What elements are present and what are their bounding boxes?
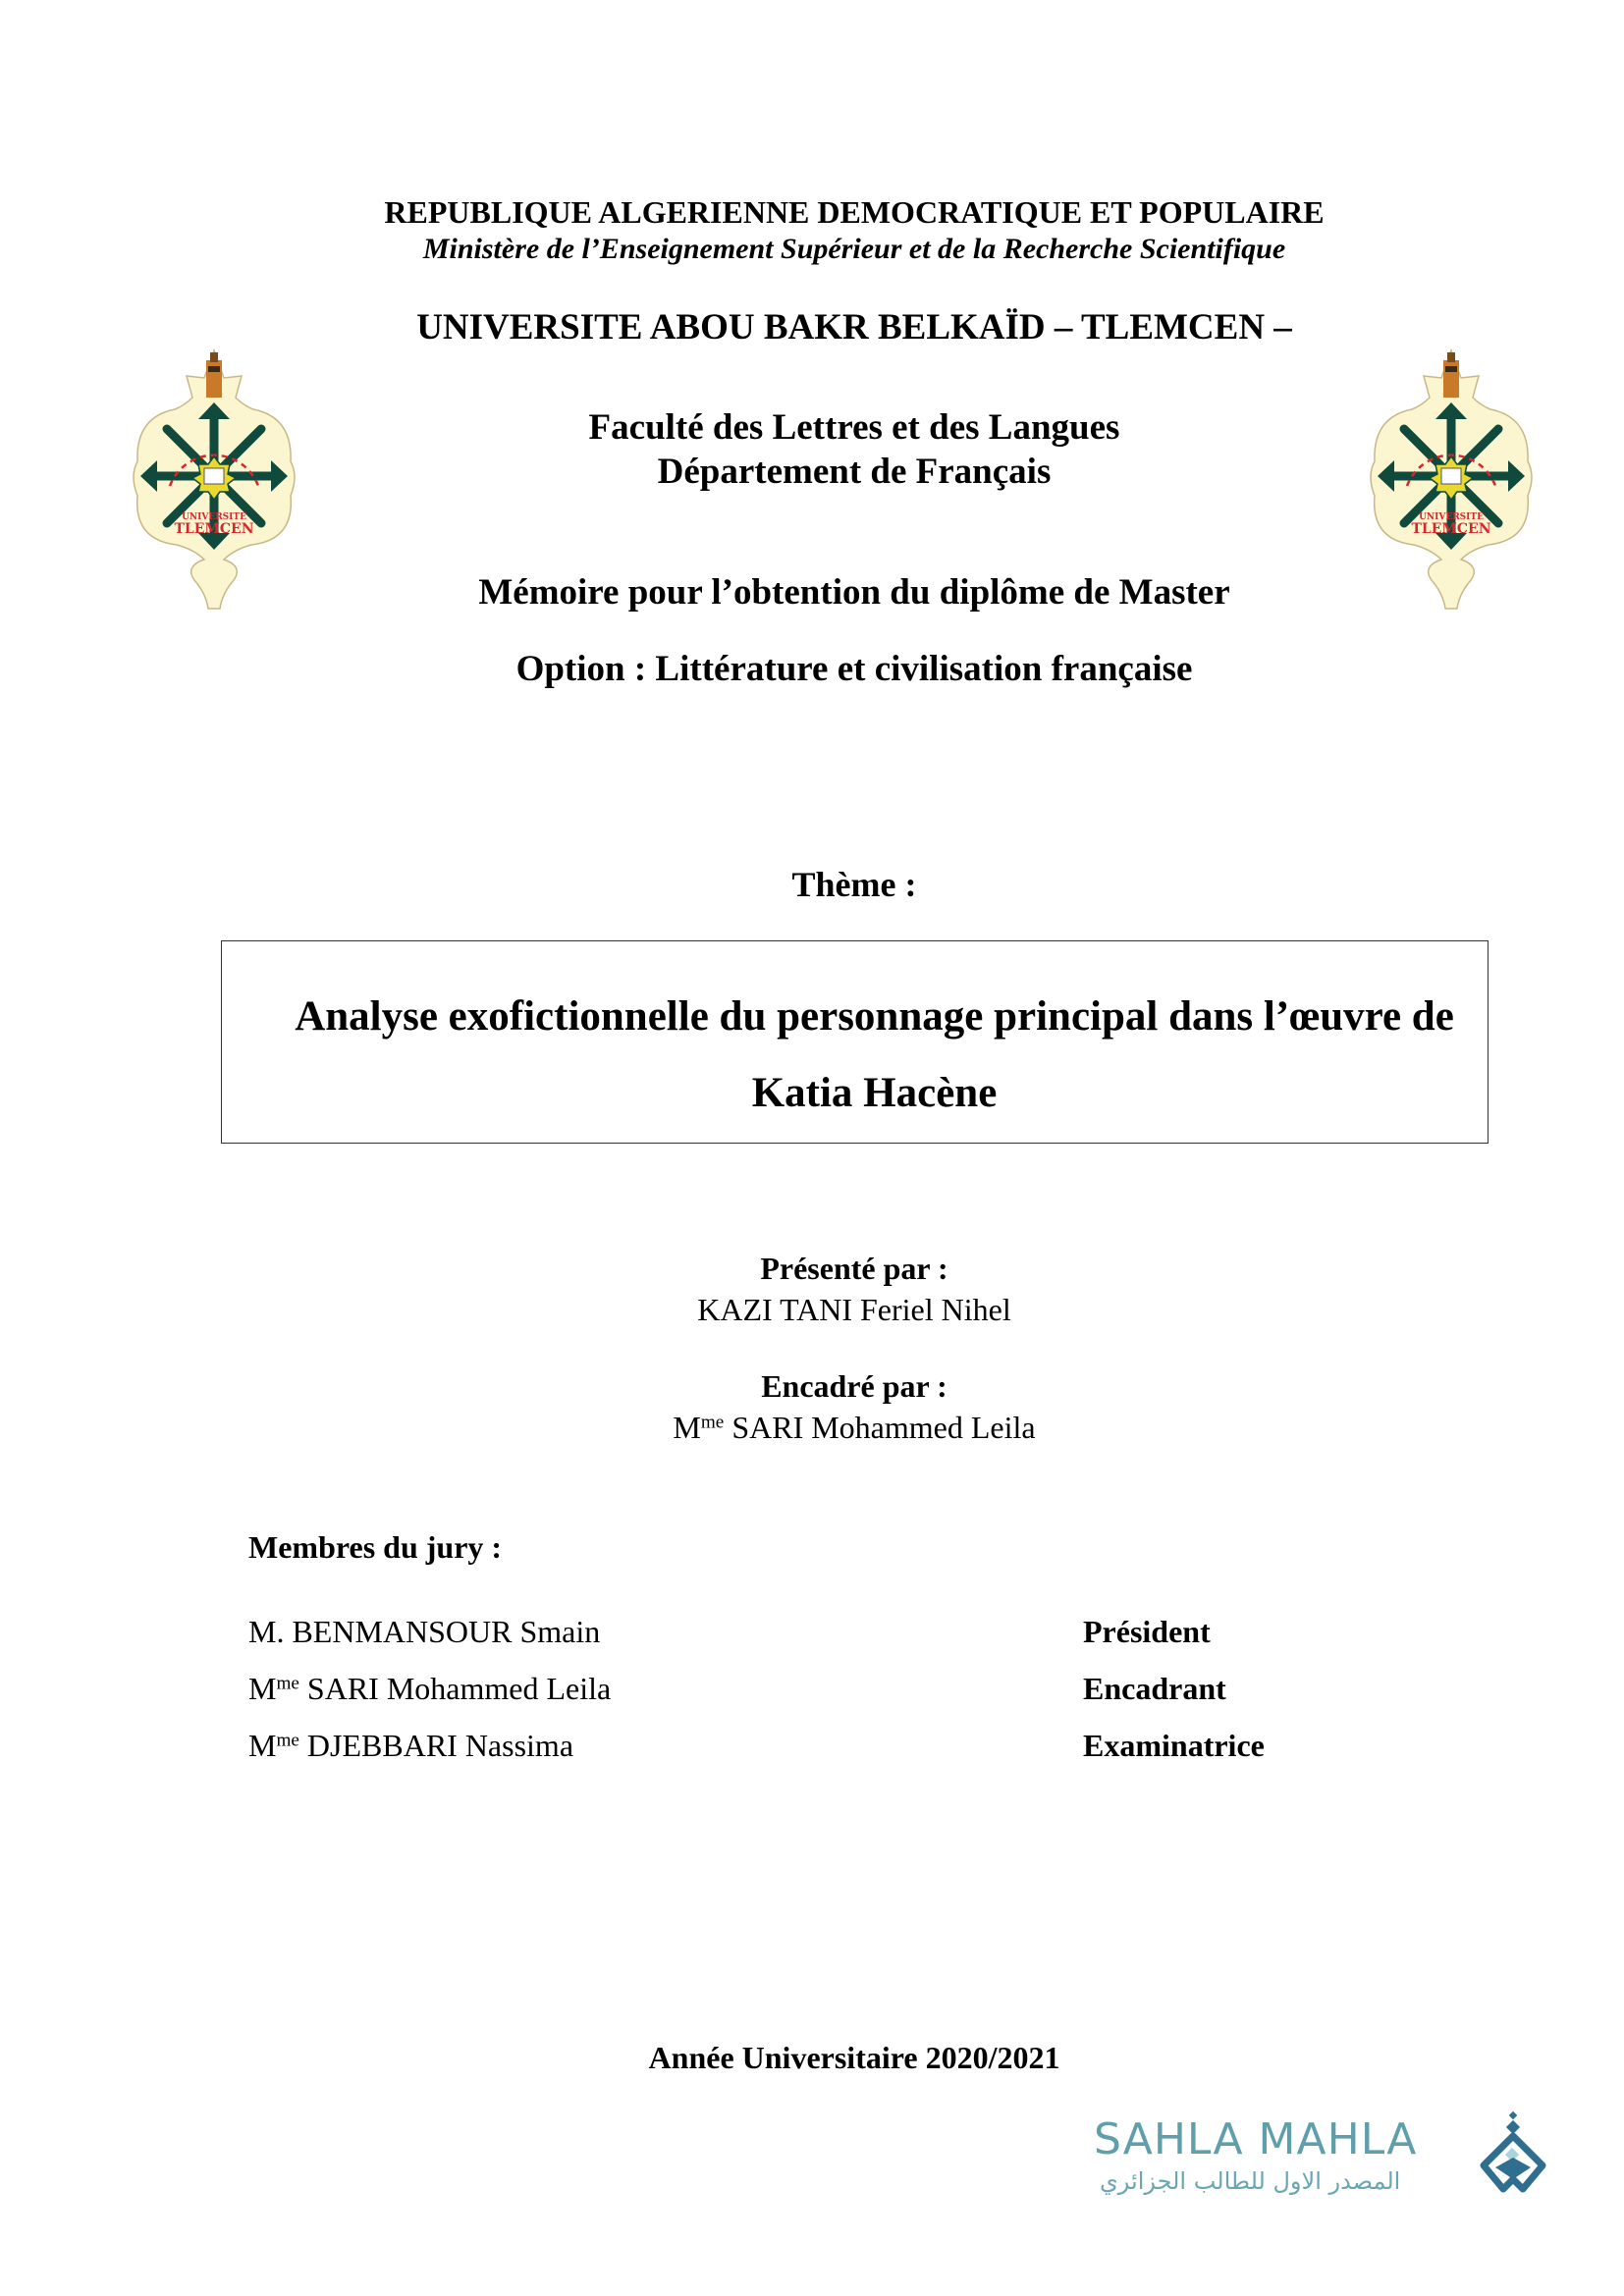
theme-label: Thème : xyxy=(791,865,917,904)
jury-member-role: Examinatrice xyxy=(1083,1728,1265,1763)
faculty-name: Faculté des Lettres et des Langues xyxy=(588,407,1120,448)
svg-text:UNIVERSITE: UNIVERSITE xyxy=(1419,512,1484,522)
jury-member-fullname: SARI Mohammed Leila xyxy=(298,1671,612,1706)
supervisor-title: M xyxy=(673,1410,701,1445)
student-name: KAZI TANI Feriel Nihel xyxy=(697,1292,1011,1327)
jury-member-row xyxy=(248,1614,1328,1653)
memoire-heading: Mémoire pour l’obtention du diplôme de Master xyxy=(478,572,1230,613)
supervisor-fullname: SARI Mohammed Leila xyxy=(724,1410,1036,1445)
thesis-title-line-2: Katia Hacène xyxy=(751,1070,998,1116)
option-heading: Option : Littérature et civilisation française xyxy=(515,649,1193,689)
presented-by-label: Présenté par : xyxy=(760,1251,948,1286)
ministry-heading: Ministère de l’Enseignement Supérieur et de la Recherche Scientifique xyxy=(422,233,1286,265)
jury-member-fullname: DJEBBARI Nassima xyxy=(298,1728,574,1763)
jury-member-name xyxy=(248,1671,611,1707)
jury-member-title-sup: me xyxy=(276,1673,299,1694)
svg-text:TLEMCEN: TLEMCEN xyxy=(174,521,254,537)
supervisor-name xyxy=(0,1410,1624,1446)
svg-text:TLEMCEN: TLEMCEN xyxy=(1411,521,1491,537)
thesis-title-line-1: Analyse exofictionnelle du personnage principal dans l’œuvre de xyxy=(295,993,1454,1040)
jury-member-role: Encadrant xyxy=(1083,1671,1226,1706)
jury-member-role: Président xyxy=(1083,1614,1211,1649)
jury-member-row xyxy=(248,1671,1328,1710)
jury-member-name xyxy=(248,1614,600,1650)
jury-member-title-sup: me xyxy=(276,1730,299,1751)
watermark-title: SAHLA MAHLA xyxy=(1094,2114,1418,2164)
thesis-title-box xyxy=(221,940,1489,1144)
sahla-mahla-watermark xyxy=(1090,2110,1551,2199)
republic-heading: REPUBLIQUE ALGERIENNE DEMOCRATIQUE ET POPULAIRE xyxy=(384,194,1325,230)
calligraphy-emblem-icon xyxy=(1478,2110,1551,2199)
department-name: Département de Français xyxy=(657,452,1052,492)
jury-member-title: M. xyxy=(248,1614,293,1649)
jury-member-name xyxy=(248,1728,573,1764)
watermark-subtitle: المصدر الاول للطالب الجزائري xyxy=(1100,2167,1401,2195)
jury-member-title: M xyxy=(248,1728,277,1763)
jury-member-fullname: BENMANSOUR Smain xyxy=(292,1614,601,1649)
university-name: UNIVERSITE ABOU BAKR BELKAÏD – TLEMCEN – xyxy=(416,307,1292,347)
academic-year: Année Universitaire 2020/2021 xyxy=(648,2040,1060,2075)
supervisor-title-sup: me xyxy=(700,1412,725,1433)
jury-heading: Membres du jury : xyxy=(248,1529,503,1565)
jury-member-row xyxy=(248,1728,1328,1767)
supervised-by-label: Encadré par : xyxy=(761,1368,947,1404)
svg-text:UNIVERSITE: UNIVERSITE xyxy=(182,512,246,522)
jury-member-title: M xyxy=(248,1671,277,1706)
